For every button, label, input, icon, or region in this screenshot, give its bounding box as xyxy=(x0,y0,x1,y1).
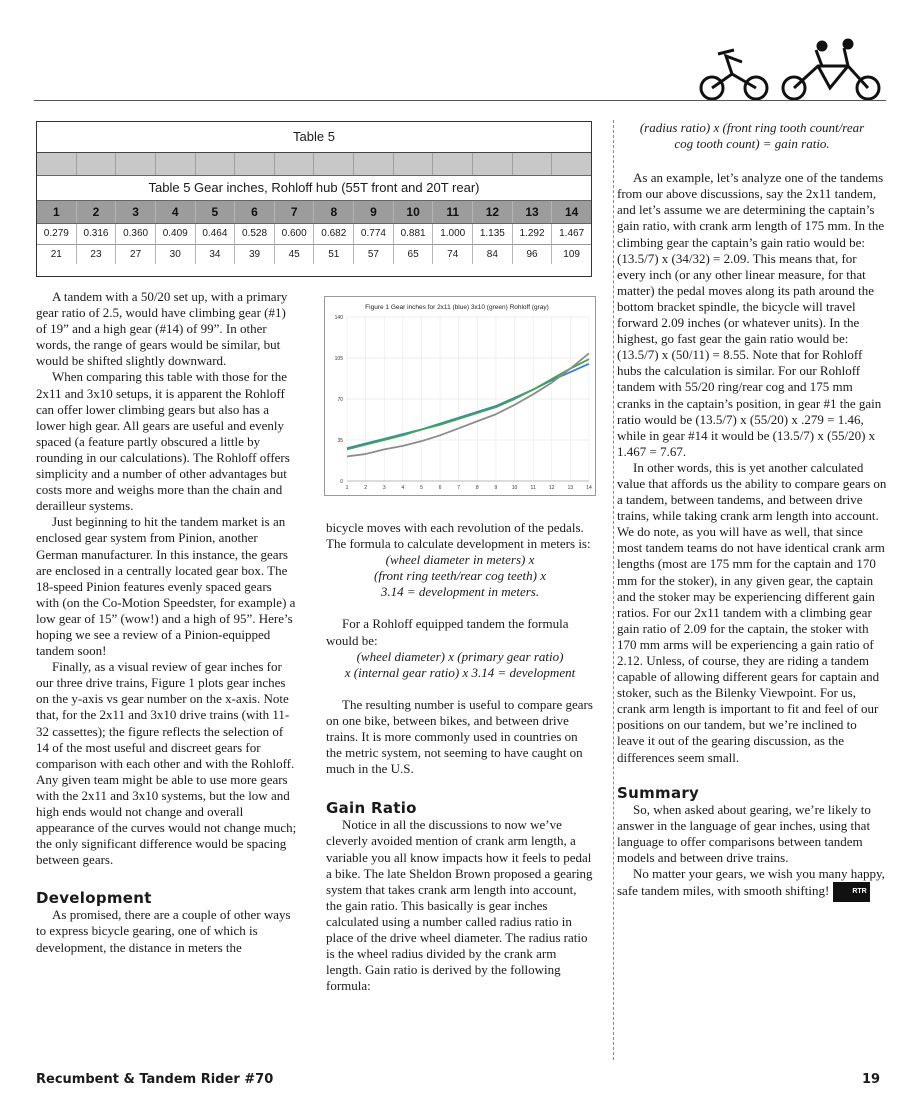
table-cell: 9 xyxy=(354,201,394,223)
series-line-1 xyxy=(347,364,589,448)
article-column-2 xyxy=(326,520,594,994)
table-row-ratios xyxy=(37,224,591,245)
table-cell: 1.292 xyxy=(513,224,553,244)
x-tick-label: 9 xyxy=(494,485,498,491)
table-cell: 74 xyxy=(433,245,473,264)
paragraph-text: No matter your gears, we wish you many happy, safe tandem miles, with smooth shifting! xyxy=(617,866,885,899)
x-tick-label: 5 xyxy=(420,485,423,491)
gear-inches-figure xyxy=(324,296,596,496)
table-label: Table 5 xyxy=(37,122,591,153)
table-cell: 2 xyxy=(77,201,117,223)
table-cell: 0.360 xyxy=(116,224,156,244)
table-cell: 84 xyxy=(473,245,513,264)
section-heading-summary: Summary xyxy=(617,783,700,802)
table-cell: 14 xyxy=(564,205,579,219)
table-cell: 0.409 xyxy=(156,224,196,244)
table-cell: 0.528 xyxy=(235,224,275,244)
x-tick-label: 4 xyxy=(401,485,405,491)
paragraph: Just beginning to hit the tandem market is an enclosed gear system from Pinion, another German manufacturer. In this instance, the gears are enclosed in a centrally located gear box. The 18-speed Pinion features evenly spaced gears with (on the Co-Motion Speedster, for example) a low gear of 15” (wow!) and a high of 95”. Here’s hoping we see a review of a Pinion-equipped tandem soon! xyxy=(36,514,296,659)
line-chart xyxy=(325,297,595,495)
paragraph: The resulting number is useful to compare gears on one bike, between bikes, and between drive trains. It is more commonly used in countries on the metric system, not seeming to have caught on much in the U.S. xyxy=(326,696,593,777)
section-heading-development: Development xyxy=(36,889,152,908)
y-tick-label: 70 xyxy=(337,397,343,403)
table-cell: 109 xyxy=(563,249,580,260)
table-cell: 0.464 xyxy=(196,224,236,244)
table-cell: 30 xyxy=(156,245,196,264)
paragraph: Notice in all the discussions to now we’ve cleverly avoided mention of crank arm length, a variable you all know impacts how it feels to pedal a bike. The late Sheldon Brown proposed a gearing system that takes crank arm length into account, the gain ratio. This basically is gear inches calculated using a number called radius ratio in place of the drive wheel diameter. The radius ratio is the wheel radius divided by the crank arm length. Gain ratio is derived by the following formula: xyxy=(326,817,593,994)
formula-line: x (internal gear ratio) x 3.14 = development xyxy=(344,664,576,680)
table-cell: 12 xyxy=(473,201,513,223)
table-cell: 96 xyxy=(513,245,553,264)
table-cell: 8 xyxy=(314,201,354,223)
x-tick-label: 14 xyxy=(586,485,592,491)
table-cell: 0.774 xyxy=(354,224,394,244)
paragraph: Finally, as a visual review of gear inches for our three drive trains, Figure 1 plots gear inches on the y-axis vs gear number on the x-axis. Note that, for the 2x11 and 3x10 drive trains (with 11-32 cassettes); the figure reflects the selection of 14 of the most useful and discreet gears for comparison with each other and with the Rohloff. Any given team might be able to use more gears with the 2x11 and 3x10 systems, but the low and high ends would not change and overall appearance of the curves would not change much; the only significant difference would be spacing between gears. xyxy=(36,659,297,868)
paragraph: bicycle moves with each revolution of the pedals. The formula to calculate development in meters is: xyxy=(326,520,591,552)
formula-line: (wheel diameter in meters) x xyxy=(385,552,535,568)
y-tick-label: 140 xyxy=(334,315,343,321)
table-row-gear-inches xyxy=(37,245,591,264)
formula-line: cog tooth count) = gain ratio. xyxy=(674,136,830,152)
x-tick-label: 7 xyxy=(457,485,461,491)
header-rule xyxy=(34,100,886,101)
formula-line: (wheel diameter) x (primary gear ratio) xyxy=(356,648,564,664)
formula-line: (radius ratio) x (front ring tooth count/rear xyxy=(639,120,865,135)
x-tick-label: 8 xyxy=(475,485,479,491)
table-cell: 6 xyxy=(235,201,275,223)
table-spacer-row xyxy=(37,153,591,176)
x-tick-label: 3 xyxy=(382,485,386,491)
y-tick-label: 0 xyxy=(340,479,343,485)
table-cell: 34 xyxy=(196,245,236,264)
page-number: 19 xyxy=(862,1072,881,1087)
paragraph: A tandem with a 50/20 set up, with a primary gear ratio of 2.5, would have climbing gear (#1) of 19” and a high gear (#14) of 99”. In other words, the range of gears would be similar, but would be shifted slightly downward. xyxy=(36,289,288,369)
paragraph: As an example, let’s analyze one of the tandems from our above discussions, say the 2x11 tandem, and let’s assume we are determining the captain’s gain ratio, with crank arm length of 175 mm. In the climbing gear the captain’s gain ratio would be: (13.5/7) x (34/32) = 2.09. This means that, for every inch (or any other linear measure, for that matter) the pedal moves along its path around the bottom bracket spindle, the bicycle will travel forward 2.09 inches (or whatever units). In the highest, go fast gear the gain ratio would be: (13.5/7) x (50/11) = 8.55. Note that for Rohloff hubs the calculation is similar. For our Rohloff tandem with 55/20 ring/rear cog and 175 mm cranks in the captain’s position, in gear #1 the gain ratio would be (13.5/7) x (55/20) x .279 = 1.46, while in gear #14 it would be (13.5/7) x (55/20) x 1.467 = 7.67. xyxy=(617,170,885,459)
bicycles-logo-icon xyxy=(698,36,888,102)
table-cell: 0.881 xyxy=(394,224,434,244)
paragraph: For a Rohloff equipped tandem the formula would be: xyxy=(326,616,569,648)
x-tick-label: 13 xyxy=(567,485,574,491)
table-cell: 23 xyxy=(77,245,117,264)
paragraph: When comparing this table with those for the 2x11 and 3x10 setups, it is apparent the Rohloff can offer lower climbing gears but also has a lower high gear. All gears are useful and evenly spaced (a feature partly obscured a little by rounding in our calculations). The Rohloff offers simplicity and a number of other advantages but costs more and weighs more than the chain and derailleur systems. xyxy=(36,369,290,514)
article-column-3 xyxy=(617,120,887,902)
table-caption: Table 5 Gear inches, Rohloff hub (55T front and 20T rear) xyxy=(37,176,591,201)
x-tick-label: 12 xyxy=(548,485,555,491)
paragraph: As promised, there are a couple of other ways to express bicycle gearing, one of which is development, the distance in meters the xyxy=(36,907,291,955)
table-row-gears xyxy=(37,201,591,224)
y-tick-label: 105 xyxy=(334,356,343,362)
paragraph xyxy=(617,866,887,902)
x-tick-label: 11 xyxy=(530,485,536,491)
table-cell: 13 xyxy=(513,201,553,223)
x-tick-label: 10 xyxy=(511,485,518,491)
series-line-2 xyxy=(347,359,589,449)
table-cell: 3 xyxy=(116,201,156,223)
formula-line: (front ring teeth/rear cog teeth) x xyxy=(374,568,546,584)
column-divider xyxy=(613,120,614,1060)
gear-table xyxy=(36,121,592,277)
paragraph: So, when asked about gearing, we’re likely to answer in the language of gear inches, using that language to offer comparisons between tandem models and between drive trains. xyxy=(617,801,871,865)
article-column-1 xyxy=(36,289,298,956)
paragraph: In other words, this is yet another calculated value that affords us the ability to compare gears on a tandem, between tandems, and between drive trains, while taking crank arm length into account. We do note, as you will have as well, that since most tandem teams do not have identical crank arm lengths (most are 175 mm for the captain and 170 mm for the stoker), in any given gear, the captain and the stoker may be experiencing different gain ratios. For our 2x11 tandem with a climbing gear gain ratio of 2.09 for the captain, the stoker with 170 mm arms will be experiencing a gain ratio of 2.12. Unless, of course, they are riding a tandem capable of allowing different gears for captain and stoker, such as the Bilenky Viewpoint. For us, crank arm length is important to fit and feel of our positions on our tandem, but we’re inclined to leave it out of the gearing discussion, as the differences seem small. xyxy=(617,459,887,765)
table-cell: 7 xyxy=(275,201,315,223)
chart-title: Figure 1 Gear inches for 2x11 (blue) 3x10 (green) Rohloff (gray) xyxy=(365,304,549,311)
rtr-end-mark: RTR xyxy=(833,882,869,902)
table-cell: 57 xyxy=(354,245,394,264)
table-cell: 1.467 xyxy=(559,228,585,239)
x-tick-label: 1 xyxy=(345,485,349,491)
table-cell: 0.600 xyxy=(275,224,315,244)
table-cell: 11 xyxy=(433,201,473,223)
table-cell: 4 xyxy=(156,201,196,223)
formula-line: 3.14 = development in meters. xyxy=(380,584,540,600)
table-cell: 45 xyxy=(275,245,315,264)
table-cell: 1.000 xyxy=(433,224,473,244)
table-cell: 39 xyxy=(235,245,275,264)
x-tick-label: 2 xyxy=(364,485,368,491)
table-cell: 1 xyxy=(37,201,77,223)
table-cell: 0.279 xyxy=(37,224,77,244)
table-cell: 10 xyxy=(394,201,434,223)
section-heading-gain-ratio: Gain Ratio xyxy=(326,799,417,818)
y-tick-label: 35 xyxy=(337,438,343,444)
table-cell: 5 xyxy=(196,201,236,223)
x-tick-label: 6 xyxy=(438,485,442,491)
table-cell: 0.682 xyxy=(314,224,354,244)
table-cell: 21 xyxy=(37,245,77,264)
table-cell: 51 xyxy=(314,245,354,264)
table-cell: 65 xyxy=(394,245,434,264)
table-cell: 1.135 xyxy=(473,224,513,244)
footer-magazine-title: Recumbent & Tandem Rider #70 xyxy=(36,1072,274,1087)
table-cell: 27 xyxy=(116,245,156,264)
table-cell: 0.316 xyxy=(77,224,117,244)
